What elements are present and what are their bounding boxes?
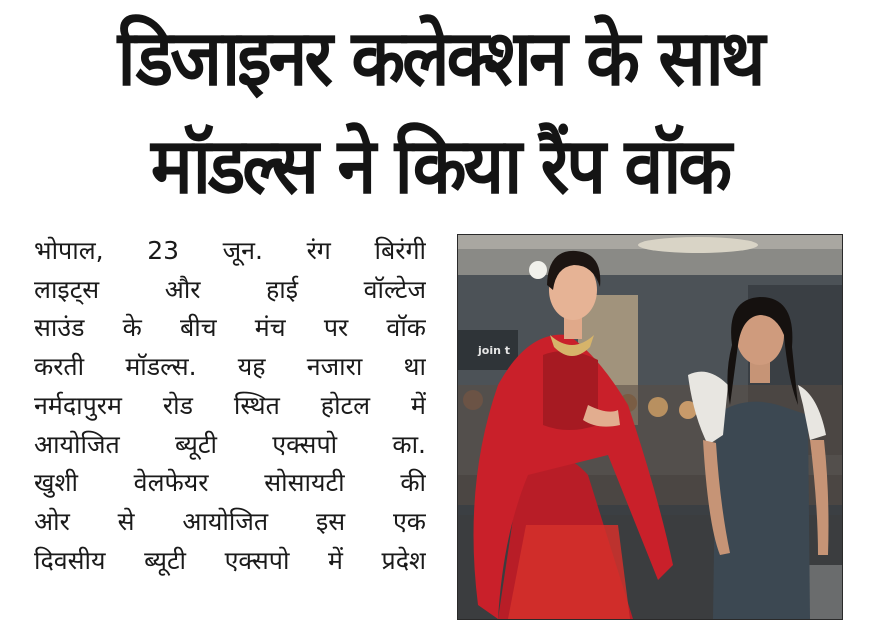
news-photo <box>457 234 843 620</box>
audience-head <box>648 397 668 417</box>
article-line: लाइट्स और हाई वॉल्टेज <box>34 274 426 304</box>
headline-line-1: डिजाइनर कलेक्शन के साथ <box>117 12 763 104</box>
headline <box>0 0 880 222</box>
denim-dress <box>713 402 810 619</box>
article-line: भोपाल, 23 जून. रंग बिरंगी <box>34 236 426 265</box>
headline-line-2: मॉडल्स ने किया रैंप वॉक <box>150 120 730 212</box>
ceiling-light <box>638 237 758 253</box>
backdrop-text: join t <box>478 344 511 357</box>
article-line: करती मॉडल्स. यह नजारा था <box>34 352 426 382</box>
article-line: दिवसीय ब्यूटी एक्सपो में प्रदेश <box>34 545 426 575</box>
article-line: साउंड के बीच मंच पर वॉक <box>34 313 426 343</box>
audience-head <box>463 390 483 410</box>
lehenga-embroidery <box>508 525 630 619</box>
article-line: आयोजित ब्यूटी एक्सपो का. <box>34 429 426 459</box>
article-line: नर्मदापुरम रोड स्थित होटल में <box>34 390 426 420</box>
article-line: ओर से आयोजित इस एक <box>34 506 426 536</box>
article-line: खुशी वेलफेयर सोसायटी की <box>34 468 426 498</box>
photo-illustration <box>458 235 842 619</box>
article-body <box>34 232 426 580</box>
hair-flower <box>529 261 547 279</box>
